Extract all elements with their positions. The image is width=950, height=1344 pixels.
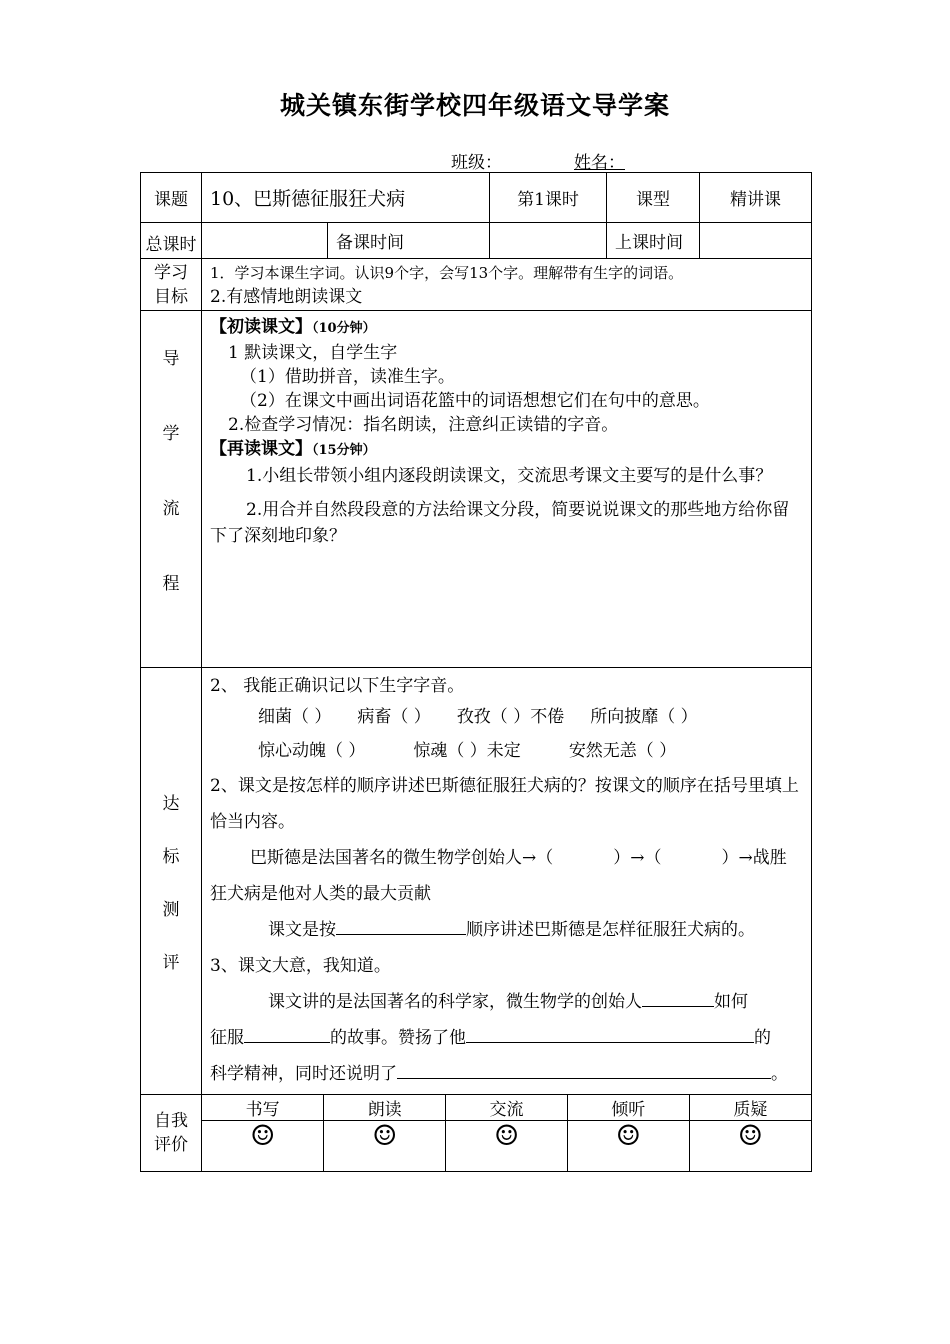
page-title: 城关镇东街学校四年级语文导学案 (279, 91, 670, 120)
total-hours-label: 总课时 (141, 223, 202, 259)
section-heading-first-read (210, 315, 803, 341)
eval-col-questioning: 质疑 (689, 1095, 811, 1121)
section1-title: 【初读课文】 (210, 317, 312, 337)
q3-part: 。 (771, 1064, 788, 1084)
goals-label (141, 259, 202, 311)
smiley-face-icon[interactable]: ☺ (493, 1119, 520, 1152)
test-label-char: 标 (162, 847, 180, 867)
eval-col-communication: 交流 (446, 1095, 568, 1121)
goals-content (202, 259, 812, 311)
chain-part: 巴斯德是法国著名的微生物学创始人→（ (250, 848, 554, 868)
section-heading-second-read (210, 437, 803, 463)
test-label-char: 测 (162, 900, 180, 920)
word-item: 安然无恙（ ） (568, 741, 677, 761)
section2-title: 【再读课文】 (210, 439, 312, 459)
word-row-2 (210, 734, 803, 768)
eval-col-writing: 书写 (202, 1095, 324, 1121)
class-name-line (451, 148, 625, 173)
flow-line: 2.用合并自然段段意的方法给课文分段，简要说说课文的那些地方给你留下了深刻地印象？ (210, 500, 790, 546)
self-eval-label-line2: 评价 (154, 1135, 188, 1155)
eval-col-listening: 倾听 (567, 1095, 689, 1121)
q3-part: 征服 (210, 1028, 244, 1048)
word-item: 孜孜（ ）不倦 (456, 707, 565, 727)
smiley-face-icon[interactable]: ☺ (737, 1119, 763, 1152)
goals-label-line1: 学习 (154, 262, 188, 283)
prep-time-label: 备课时间 (328, 223, 490, 259)
flow-label-char: 程 (162, 574, 180, 594)
self-eval-grid (202, 1095, 812, 1172)
test-label-char: 评 (162, 953, 180, 973)
section2-time: （15分钟） (312, 443, 376, 458)
flow-line: 2.检查学习情况：指名朗读，注意纠正读错的字音。 (228, 415, 619, 435)
smiley-face-icon[interactable]: ☺ (250, 1119, 276, 1152)
q3-part: 的故事。赞扬了他 (330, 1028, 466, 1048)
self-eval-table (202, 1095, 811, 1171)
lesson-number: 第1课时 (490, 173, 607, 223)
test-label-char: 达 (162, 794, 180, 814)
test-q3-line1 (210, 984, 803, 1020)
topic-label: 课题 (141, 173, 202, 223)
topic-value: 10、巴斯德征服狂犬病 (202, 173, 490, 223)
smiley-face-icon[interactable]: ☺ (615, 1119, 641, 1152)
q3-blank[interactable] (397, 1062, 771, 1079)
test-q1: 2、 我能正确识记以下生字字音。 (210, 676, 465, 696)
chain-part: ）→战胜狂犬病是他对人类的最大贡献 (210, 848, 787, 904)
q3-part: 的 (754, 1028, 771, 1048)
goal-item: 1．学习本课生字词。认识9个字，会写13个字。理解带有生字的词语。 (210, 263, 684, 282)
flow-label-char: 流 (162, 499, 180, 519)
q3-blank[interactable] (244, 1026, 330, 1043)
test-q3-line2 (210, 1020, 803, 1056)
word-item: 细菌（ ） (258, 707, 332, 727)
test-q2-order (210, 912, 803, 948)
word-item: 病畜（ ） (357, 707, 431, 727)
section1-time: （10分钟） (312, 321, 376, 336)
flow-content (202, 311, 812, 668)
order-part: 顺序讲述巴斯德是怎样征服狂犬病的。 (466, 920, 755, 940)
eval-col-reading: 朗读 (324, 1095, 446, 1121)
word-row-1 (210, 700, 803, 734)
test-q2-chain (210, 840, 803, 912)
word-item: 所向披靡（ ） (590, 707, 698, 727)
test-q3-line3 (210, 1056, 803, 1092)
self-eval-label-line1: 自我 (154, 1111, 188, 1131)
prep-time-value[interactable] (490, 223, 607, 259)
flow-line: 1 默读课文，自学生字 (228, 343, 398, 363)
flow-line: （2）在课文中画出词语花篮中的词语想想它们在句中的意思。 (240, 391, 710, 411)
test-q2: 2、课文是按怎样的顺序讲述巴斯德征服狂犬病的？按课文的顺序在括号里填上恰当内容。 (210, 776, 799, 832)
q3-part: 科学精神，同时还说明了 (210, 1064, 397, 1084)
chain-part: ）→（ (613, 848, 662, 868)
test-content (202, 668, 812, 1095)
goal-item: 2.有感情地朗读课文 (210, 286, 363, 307)
q3-blank[interactable] (466, 1026, 754, 1043)
word-item: 惊心动魄（ ） (258, 741, 366, 761)
test-label (141, 668, 202, 1095)
self-eval-label (141, 1095, 202, 1172)
flow-line: （1）借助拼音，读准生字。 (240, 367, 455, 387)
order-part: 课文是按 (268, 920, 336, 940)
q3-blank[interactable] (642, 990, 714, 1007)
class-label: 班级： (451, 153, 502, 173)
total-hours-value[interactable] (202, 223, 328, 259)
order-blank[interactable] (336, 918, 466, 935)
class-time-value[interactable] (700, 223, 812, 259)
class-time-label: 上课时间 (607, 223, 700, 259)
type-label: 课型 (607, 173, 700, 223)
flow-label-char: 学 (162, 424, 180, 444)
smiley-face-icon[interactable]: ☺ (372, 1119, 398, 1152)
type-value: 精讲课 (700, 173, 812, 223)
test-q3: 3、课文大意，我知道。 (210, 956, 391, 976)
flow-label (141, 311, 202, 668)
name-label: 姓名： (574, 153, 625, 173)
q3-part: 如何 (714, 992, 748, 1012)
flow-line: 1.小组长带领小组内逐段朗读课文，交流思考课文主要写的是什么事？ (246, 466, 773, 486)
goals-label-line2: 目标 (154, 286, 188, 307)
worksheet-table (140, 172, 812, 1172)
flow-label-char: 导 (162, 349, 180, 369)
word-item: 惊魂（ ）未定 (413, 741, 521, 761)
q3-part: 课文讲的是法国著名的科学家，微生物学的创始人 (268, 992, 642, 1012)
